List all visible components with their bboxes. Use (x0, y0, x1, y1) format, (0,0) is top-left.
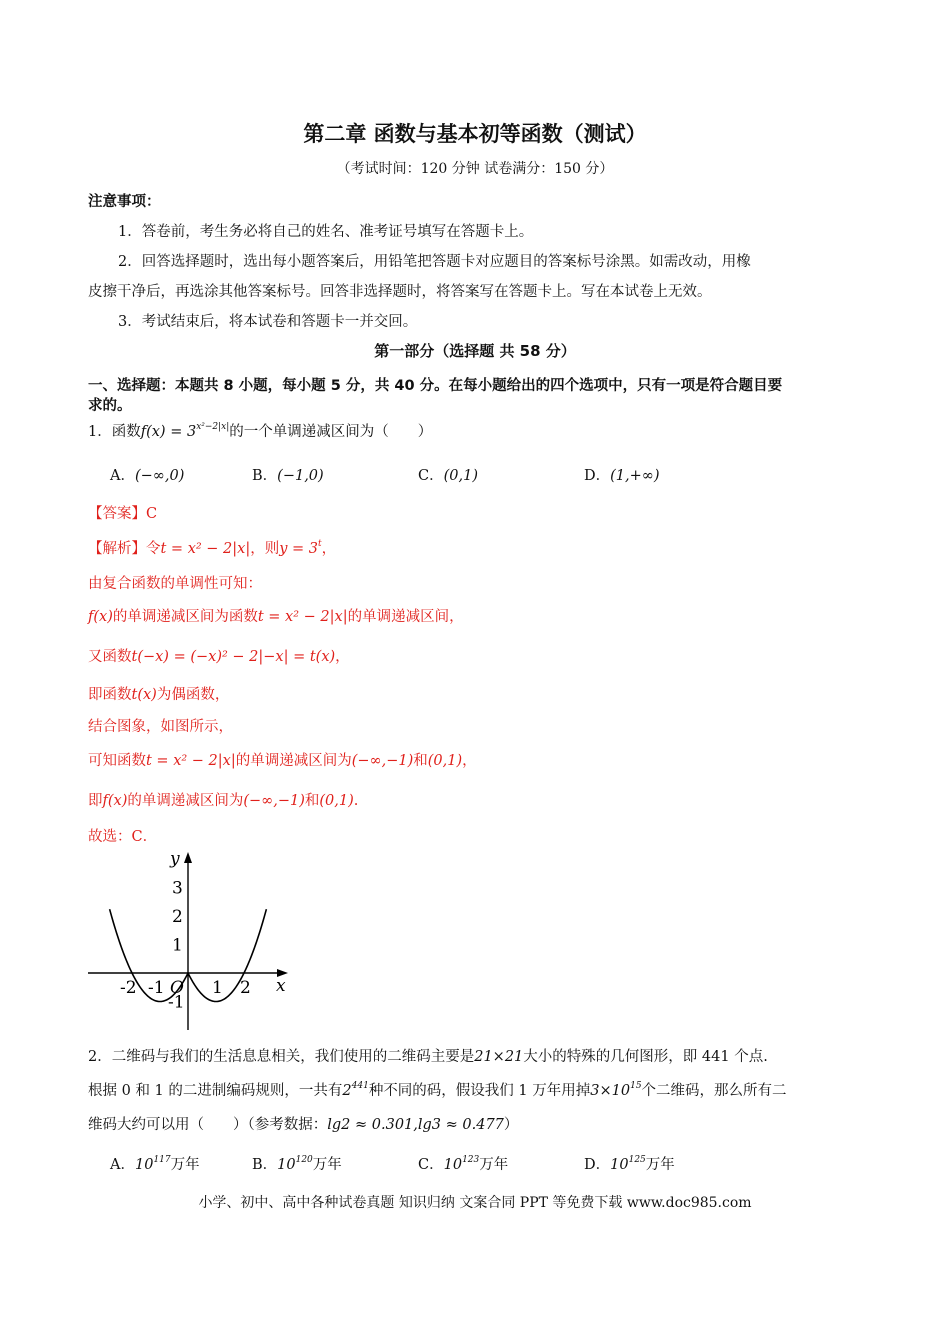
q1-exponent: x²−2|x| (196, 422, 230, 432)
q1-analysis-line-1: 【解析】令t = x² − 2|x|，则$y = 3^t$， (88, 539, 337, 557)
y-tick-label: 1 (172, 935, 183, 956)
y-tick-label: 3 (172, 878, 183, 899)
y-tick-label: 2 (172, 907, 183, 927)
q1-analysis-line-9: 故选：C． (88, 829, 158, 845)
x-tick-label: -2 (120, 978, 137, 998)
notes-heading: 注意事项： (88, 194, 161, 210)
x-tick-label: 2 (240, 978, 251, 998)
q1-function: f(x) = 3 (140, 424, 197, 440)
y-axis-arrow (184, 852, 192, 863)
q2-stem-line-3: 维码大约可以用（ ）（参考数据：lg2 ≈ 0.301,lg3 ≈ 0.477） (88, 1117, 519, 1133)
y-axis-label: y (170, 849, 180, 869)
exam-info: （考试时间：120 分钟 试卷满分：150 分） (336, 161, 614, 177)
q1-option-a: A．(−∞,0) (110, 468, 185, 484)
x-tick-label: 1 (212, 978, 223, 998)
q1-analysis-line-2: 由复合函数的单调性可知： (88, 576, 262, 592)
note-item-2-line-1: 2．回答选择题时，选出每小题答案后，用铅笔把答题卡对应题目的答案标号涂黑。如需改动，用橡 (118, 254, 751, 270)
note-item-2-line-2: 皮擦干净后，再选涂其他答案标号。回答非选择题时，将答案写在答题卡上。写在本试卷上无效。 (88, 284, 712, 300)
q1-stem: 1．函数$f(x) = 3^{x^2-2|x|}$的一个单调递减区间为（ ） (88, 422, 433, 440)
origin-label: O (170, 978, 184, 998)
q1-analysis-line-7: 可知函数t = x² − 2|x|的单调递减区间为(−∞,−1)和(0,1)， (88, 753, 477, 769)
q1-analysis-line-5: 即函数t(x)为偶函数， (88, 687, 230, 703)
y-tick-label: -1 (168, 992, 185, 1013)
note-item-3: 3．考试结束后，将本试卷和答题卡一并交回。 (118, 314, 418, 330)
q2-option-b: B．$10^{120}$万年 (252, 1155, 342, 1173)
q1-analysis-line-6: 结合图象，如图所示， (88, 719, 233, 735)
q1-analysis-line-3: f(x)的单调递减区间为函数t = x² − 2|x|的单调递减区间， (88, 609, 464, 625)
footer: 小学、初中、高中各种试卷真题 知识归纳 文案合同 PPT 等免费下载 www.doc985.com (198, 1195, 752, 1211)
section-title: 第一部分（选择题 共 58 分） (374, 342, 576, 360)
q1-option-b: B．(−1,0) (252, 468, 324, 484)
note-item-1: 1．答卷前，考生务必将自己的姓名、准考证号填写在答题卡上。 (118, 224, 534, 240)
q1-analysis-line-8: 即f(x)的单调递减区间为(−∞,−1)和(0,1). (88, 793, 359, 809)
q2-stem-line-1: 2．二维码与我们的生活息息相关，我们使用的二维码主要是21×21大小的特殊的几何图形，即 441 个点. (88, 1049, 768, 1065)
section-intro-line-1: 一、选择题：本题共 8 小题，每小题 5 分，共 40 分。在每小题给出的四个选项中，只有一项是符合题目要 (88, 378, 783, 394)
q1-option-c: C．(0,1) (418, 468, 478, 484)
function-graph (80, 848, 300, 1038)
q2-option-c: C．$10^{123}$万年 (418, 1155, 509, 1173)
page-title: 第二章 函数与基本初等函数（测试） (303, 122, 647, 146)
q2-option-d: D．$10^{125}$万年 (584, 1155, 675, 1173)
x-axis-label: x (276, 976, 286, 996)
section-intro-line-2: 求的。 (88, 398, 132, 414)
q1-analysis-line-4: 又函数t(−x) = (−x)² − 2|−x| = t(x)， (88, 649, 350, 665)
q2-stem-line-2: 根据 0 和 1 的二进制编码规则，一共有$2^{441}$种不同的码，假设我们 1 万年用掉$3\times 10^{15}$个二维码，那么所有二 (88, 1081, 787, 1099)
q1-option-d: D．(1,+∞) (584, 468, 660, 484)
q1-answer: 【答案】C (88, 506, 158, 522)
x-tick-label: -1 (148, 978, 165, 998)
q2-option-a: A．$10^{117}$万年 (110, 1155, 200, 1173)
